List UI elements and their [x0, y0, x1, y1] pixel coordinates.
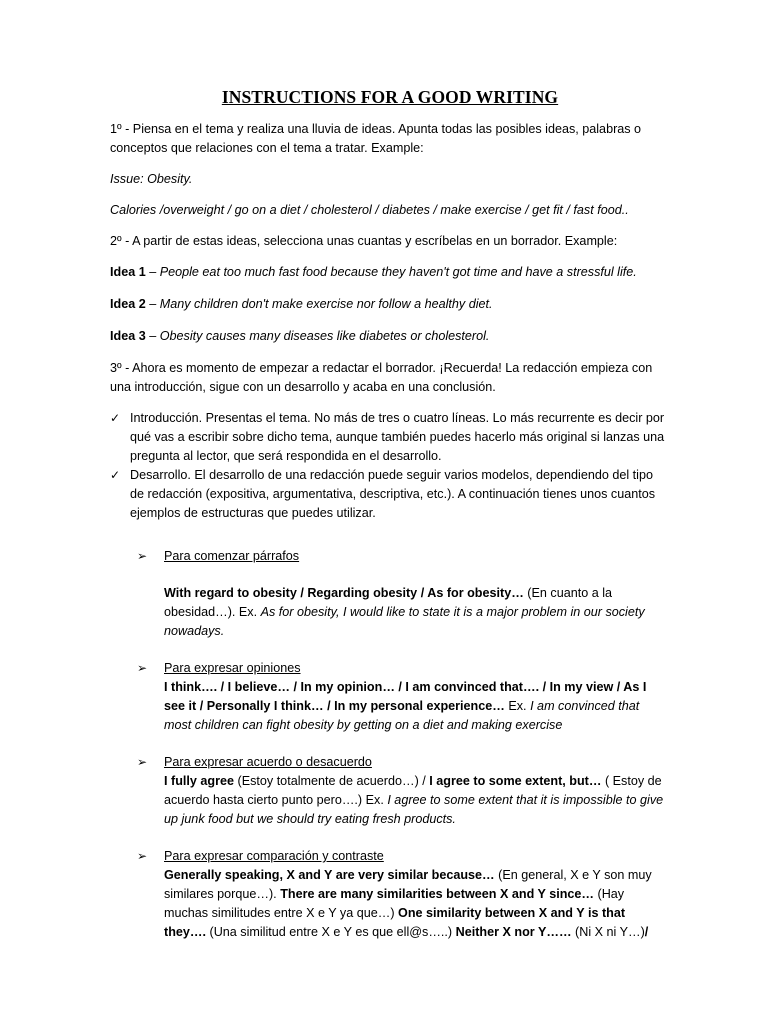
idea-text: Many children don't make exercise nor follow a healthy diet.: [159, 297, 493, 311]
section-comparacion-contraste: [137, 847, 670, 942]
section-heading: Para expresar acuerdo o desacuerdo: [164, 755, 372, 769]
section-expresar-opiniones: [137, 659, 670, 735]
list-item-text: Introducción. Presentas el tema. No más de tres o cuatro líneas. Lo más recurrente es decir por qué vas a escribir sobre dicho tema, aunque también puedes hacerlo más original si lanzas una pregunta al lector, que será respondida en el desarrollo.: [130, 411, 665, 463]
checkmark-icon: ✓: [110, 468, 121, 482]
step3-paragraph: 3º - Ahora es momento de empezar a redactar el borrador. ¡Recuerda! La redacción empieza con una introducción, sigue con un desarrollo y acaba en una conclusión.: [110, 361, 653, 394]
arrow-bullet-icon: ➢: [137, 661, 148, 675]
section-heading: Para expresar comparación y contraste: [164, 849, 384, 863]
section-body: With regard to obesity / Regarding obesity / As for obesity… (En cuanto a la obesidad…). Ex. As for obesity, I would like to state it is a major problem in our society nowadays.: [164, 586, 645, 638]
idea-dash: –: [145, 297, 160, 311]
document-title: INSTRUCTIONS FOR A GOOD WRITING: [221, 87, 559, 107]
list-item-desarrollo: [110, 466, 670, 523]
document-page: [110, 84, 670, 960]
section-comenzar-parrafos: [137, 547, 670, 641]
idea-label: Idea 2: [110, 297, 146, 311]
idea-3: [110, 327, 670, 346]
section-heading: Para expresar opiniones: [164, 661, 301, 675]
issue-line: Issue: Obesity.: [110, 172, 193, 186]
idea-1: [110, 263, 670, 282]
brainstorm-words: Calories /overweight / go on a diet / cholesterol / diabetes / make exercise / get fit / fast food..: [110, 203, 629, 217]
idea-2: [110, 295, 670, 314]
section-body: I fully agree (Estoy totalmente de acuerdo…) / I agree to some extent, but… ( Estoy de acuerdo hasta cierto punto pero….) Ex. I agree to some extent that it is impossible to give up junk food but we should try eating fresh products.: [164, 774, 664, 826]
arrow-bullet-icon: ➢: [137, 849, 148, 863]
idea-text: People eat too much fast food because they haven't got time and have a stressful life.: [159, 265, 637, 279]
section-body: Generally speaking, X and Y are very similar because… (En general, X e Y son muy similares porque…). There are many similarities between X and Y since… (Hay muchas similitudes entre X e Y ya que…) One similarity between X and Y is that they…. (Una similitud entre X e Y es que ell@s…..) Neither X nor Y…… (Ni X ni Y…)/: [164, 868, 652, 939]
section-heading: Para comenzar párrafos: [164, 549, 300, 563]
idea-label: Idea 1: [110, 265, 146, 279]
idea-label: Idea 3: [110, 329, 146, 343]
section-body: I think…. / I believe… / In my opinion… / I am convinced that…. / In my view / As I see it / Personally I think… / In my personal experience… Ex. I am convinced that most children can fight obesity by getting on a diet and making exercise: [164, 680, 647, 732]
idea-text: Obesity causes many diseases like diabetes or cholesterol.: [159, 329, 490, 343]
checkmark-icon: ✓: [110, 411, 121, 425]
step1-paragraph: 1º - Piensa en el tema y realiza una lluvia de ideas. Apunta todas las posibles ideas, palabras o conceptos que relaciones con el tema a tratar. Example:: [110, 122, 642, 155]
section-acuerdo-desacuerdo: [137, 753, 670, 829]
idea-dash: –: [145, 329, 160, 343]
list-item-text: Desarrollo. El desarrollo de una redacción puede seguir varios modelos, dependiendo del tipo de redacción (expositiva, argumentativa, descriptiva, etc.). A continuación tienes unos cuantos ejemplos de estructuras que puedes utilizar.: [130, 468, 656, 520]
arrow-bullet-icon: ➢: [137, 755, 148, 769]
arrow-bullet-icon: ➢: [137, 549, 148, 563]
checklist: [110, 409, 670, 523]
list-item-introduccion: [110, 409, 670, 466]
idea-dash: –: [145, 265, 160, 279]
step2-paragraph: 2º - A partir de estas ideas, selecciona unas cuantas y escríbelas en un borrador. Example:: [110, 234, 618, 248]
